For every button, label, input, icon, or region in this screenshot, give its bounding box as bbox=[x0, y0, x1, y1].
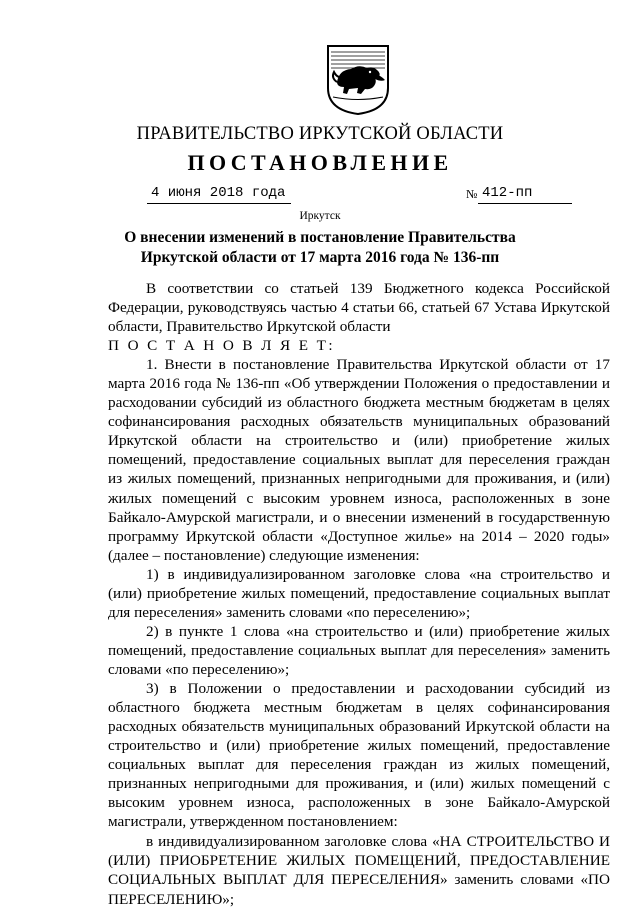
preamble-paragraph: В соответствии со статьей 139 Бюджетного кодекса Российской Федерации, руководствуясь частью 4 статьи 66, статьей 67 Устава Иркутской области, Правительство Иркутской области bbox=[108, 280, 610, 336]
decree-word: П О С Т А Н О В Л Я Е Т: bbox=[108, 337, 335, 355]
document-number: 412-пп bbox=[478, 183, 572, 204]
subitem-1-paragraph: 1) в индивидуализированном заголовке слова «на строительство и (или) приобретение жилых помещений, предоставление социальных выплат для переселения» заменить словами «по переселению»; bbox=[108, 565, 610, 621]
number-sign: № bbox=[466, 187, 478, 201]
city-name: Иркутск bbox=[299, 210, 341, 222]
document-date: 4 июня 2018 года bbox=[147, 183, 291, 204]
item-1-paragraph: 1. Внести в постановление Правительства Иркутской области от 17 марта 2016 года № 136-пп «Об утверждении Положения о предоставлении и расходовании субсидий из областного бюджета местным бюджетам в целях софинансирования расходных обязательств муниципальных образований Иркутской области на строительство и (или) приобретение жилых помещений, предоставление социальных выплат для переселения граждан из жилых помещений, признанных непригодными для проживания, и (или) жилых помещений с высоким уровнем износа, расположенных в зоне Байкало-Амурской магистрали, и о внесении изменений в государственную программу Иркутской области «Доступное жилье» на 2014 – 2020 годы» (далее – постановление) следующие изменения: bbox=[108, 356, 610, 564]
document-title: О внесении изменений в постановление Правительства Иркутской области от 17 марта 2016 года № 136-пп bbox=[124, 229, 516, 266]
subitem-3a-paragraph: в индивидуализированном заголовке слова «НА СТРОИТЕЛЬСТВО И (ИЛИ) ПРИОБРЕТЕНИЕ ЖИЛЫХ ПОМЕЩЕНИЙ, ПРЕДОСТАВЛЕНИЕ СОЦИАЛЬНЫХ ВЫПЛАТ ДЛЯ ПЕРЕСЕЛЕНИЯ» заменить словами «ПО ПЕРЕСЕЛЕНИЮ»; bbox=[108, 833, 610, 908]
coat-of-arms-icon bbox=[325, 42, 391, 116]
document-body bbox=[108, 279, 610, 909]
subitem-2-paragraph: 2) в пункте 1 слова «на строительство и (или) приобретение жилых помещений, предоставление социальных выплат для переселения» заменить словами «по переселению»; bbox=[108, 622, 610, 678]
government-name: ПРАВИТЕЛЬСТВО ИРКУТСКОЙ ОБЛАСТИ bbox=[136, 124, 504, 144]
subitem-3-paragraph: 3) в Положении о предоставлении и расходовании субсидий из областного бюджета местным бюджетам в целях софинансирования расходных обязательств муниципальных образований Иркутской области на строительство и (или) приобретение жилых помещений, предоставление социальных выплат для переселения граждан из жилых помещений, признанных непригодными для проживания, и (или) жилых помещений с высоким уровнем износа, расположенных в зоне Байкало-Амурской магистрали, утвержденном постановлением: bbox=[108, 679, 610, 831]
document-type: ПОСТАНОВЛЕНИЕ bbox=[187, 150, 453, 175]
